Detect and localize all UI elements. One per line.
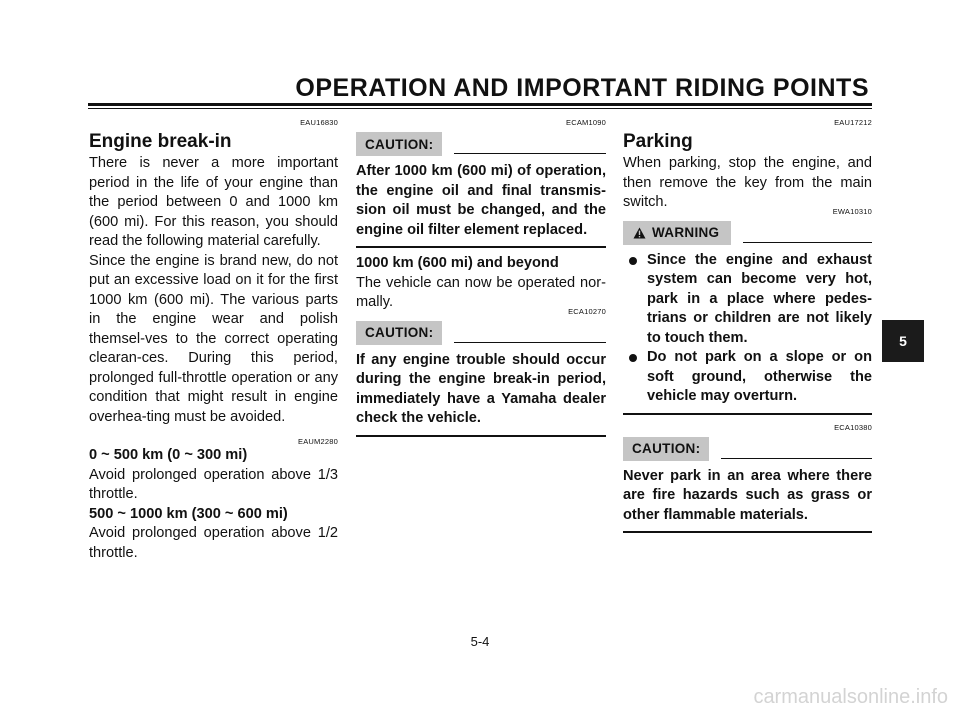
- caution-text: Never park in an area where there are fire hazards such as grass or other flammable materials.: [623, 467, 872, 523]
- caution-box: [356, 319, 606, 437]
- column-break-in-continued: [356, 118, 606, 437]
- section-code: EWA10310: [832, 206, 872, 216]
- caution-box: [356, 130, 606, 248]
- paragraph: Since the engine is brand new, do not put an excessive load on it for the first 1000 km (600 mi). The various parts in the engine wear and polish themsel-ves to the correct operating clearan-ces. During this period, prolonged full-throttle operation or any condition that might result in engine overhea-ting must be avoided.: [89, 252, 338, 425]
- caution-head-rule: [721, 458, 872, 459]
- list-item: Since the engine and exhaust system can become very hot, park in a place where pedes-trians or children are not likely to touch them.: [623, 251, 872, 349]
- warning-head-rule: [743, 242, 872, 243]
- chapter-tab: 5: [882, 320, 924, 362]
- page-number: 5-4: [470, 634, 490, 649]
- caution-label: CAUTION:: [356, 321, 442, 345]
- section-code: ECA10380: [834, 422, 872, 432]
- column-parking: [623, 118, 872, 533]
- caution-label: CAUTION:: [623, 437, 709, 461]
- warning-triangle-icon: [633, 227, 646, 239]
- paragraph: Avoid prolonged operation above 1/2 throttle.: [89, 525, 338, 561]
- paragraph: When parking, stop the engine, and then remove the key from the main switch.: [623, 155, 872, 210]
- warning-badge: [623, 221, 731, 245]
- section-code: EAU17212: [834, 118, 872, 127]
- caution-text: If any engine trouble should occur during the engine break-in period, immediately have a Yamaha dealer check the vehicle.: [356, 351, 606, 426]
- section-code: ECA10270: [568, 306, 606, 316]
- warning-box: [623, 219, 872, 415]
- header-rule-thin: [88, 108, 872, 109]
- section-code: EAU16830: [300, 118, 338, 127]
- bullet-icon: [629, 354, 637, 362]
- caution-label: CAUTION:: [356, 132, 442, 156]
- list-item: Do not park on a slope or on soft ground, otherwise the vehicle may overturn.: [623, 348, 872, 407]
- warning-list: [623, 251, 872, 407]
- section-title-parking: Parking: [623, 131, 693, 152]
- paragraph: The vehicle can now be operated nor-mally.: [356, 274, 606, 310]
- caution-text: After 1000 km (600 mi) of operation, the engine oil and final transmis-sion oil must be changed, and the engine oil filter element replaced.: [356, 163, 606, 238]
- column-engine-break-in: [89, 118, 338, 563]
- watermark-text: carmanualsonline.info: [753, 686, 948, 708]
- section-title-engine-break-in: Engine break-in: [89, 131, 232, 152]
- paragraph: There is never a more important period in the life of your engine than the period between 0 and 1000 km (600 mi). For this reason, you should read the following material carefully.: [89, 155, 338, 249]
- paragraph: Avoid prolonged operation above 1/3 throttle.: [89, 466, 338, 502]
- caution-box: [623, 435, 872, 534]
- subheading-0-500-km: 0 ~ 500 km (0 ~ 300 mi): [89, 447, 248, 463]
- caution-head-rule: [454, 153, 606, 154]
- caution-head-rule: [454, 342, 606, 343]
- section-code: ECAM1090: [566, 118, 606, 127]
- page-header-title: OPERATION AND IMPORTANT RIDING POINTS: [295, 74, 869, 102]
- subheading-1000-km-beyond: 1000 km (600 mi) and beyond: [356, 255, 559, 271]
- section-code: EAUM2280: [298, 437, 338, 446]
- header-rule-thick: [88, 103, 872, 106]
- subheading-500-1000-km: 500 ~ 1000 km (300 ~ 600 mi): [89, 505, 288, 522]
- warning-label: WARNING: [652, 225, 720, 240]
- bullet-icon: [629, 257, 637, 265]
